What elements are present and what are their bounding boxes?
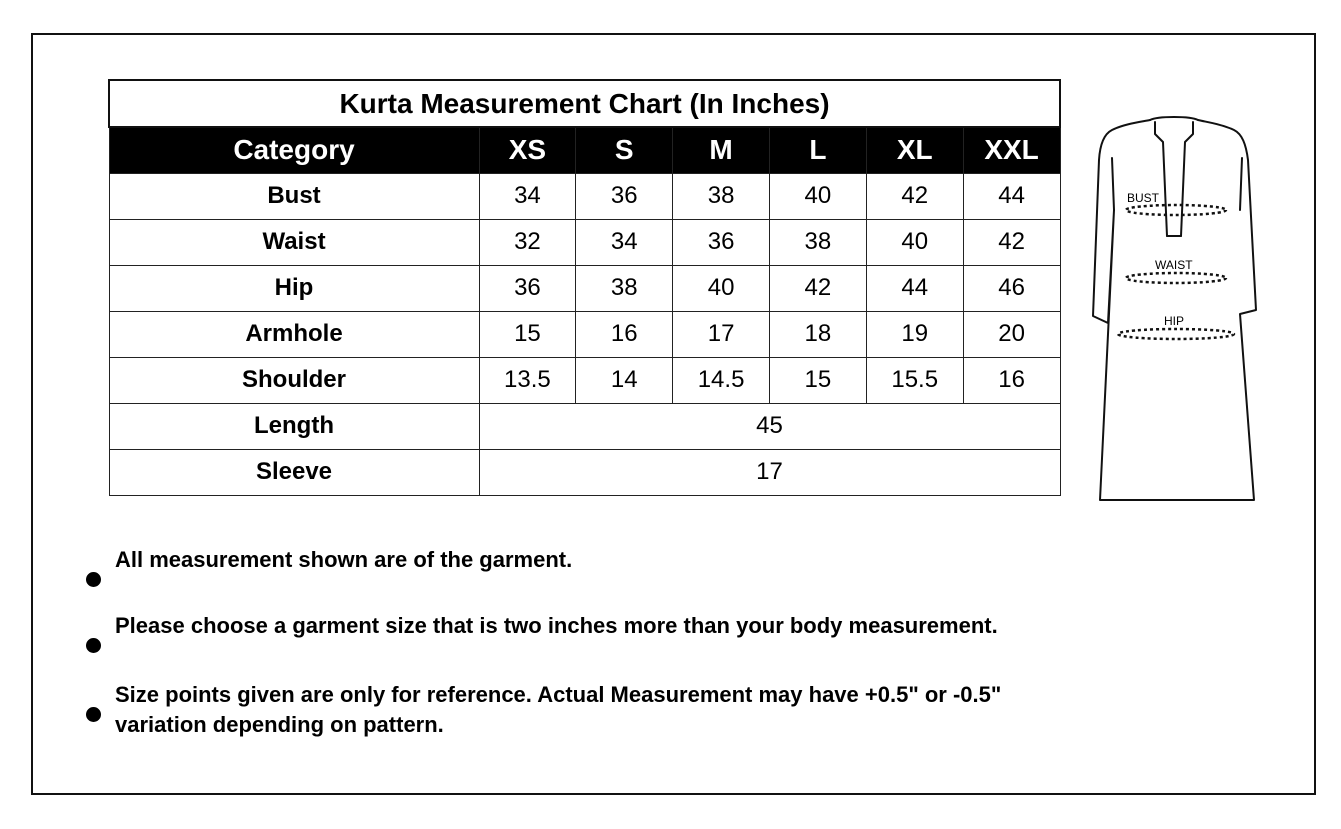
column-header: M [673, 127, 770, 173]
hip-label: HIP [1164, 314, 1185, 328]
column-header: XS [479, 127, 576, 173]
bullet-icon [86, 638, 101, 653]
column-header: Category [109, 127, 479, 173]
table-cell: 36 [576, 173, 673, 219]
table-cell: 34 [479, 173, 576, 219]
table-cell: 40 [673, 265, 770, 311]
table-cell: 38 [673, 173, 770, 219]
row-label: Hip [109, 265, 479, 311]
placket-right [1181, 122, 1193, 236]
sleeve-seam-right [1240, 158, 1242, 210]
bullet-icon [86, 572, 101, 587]
column-header: XXL [963, 127, 1060, 173]
table-cell: 44 [866, 265, 963, 311]
table-row [109, 219, 1060, 265]
table-cell: 46 [963, 265, 1060, 311]
table-cell: 16 [576, 311, 673, 357]
row-label: Waist [109, 219, 479, 265]
neckline [1150, 117, 1198, 120]
waist-line [1126, 273, 1226, 283]
column-header: XL [866, 127, 963, 173]
table-cell: 40 [769, 173, 866, 219]
table-cell: 38 [576, 265, 673, 311]
table-row [109, 357, 1060, 403]
table-cell: 15 [479, 311, 576, 357]
table-row [109, 265, 1060, 311]
table-cell: 44 [963, 173, 1060, 219]
chart-title: Kurta Measurement Chart (In Inches) [109, 80, 1060, 127]
merged-cell: 45 [479, 403, 1060, 449]
table-cell: 14.5 [673, 357, 770, 403]
column-header: S [576, 127, 673, 173]
table-cell: 32 [479, 219, 576, 265]
table-cell: 13.5 [479, 357, 576, 403]
table-cell: 18 [769, 311, 866, 357]
table-cell: 34 [576, 219, 673, 265]
row-label: Length [109, 403, 479, 449]
table-row [109, 449, 1060, 495]
placket-left [1155, 122, 1167, 236]
table-row [109, 311, 1060, 357]
row-label: Shoulder [109, 357, 479, 403]
row-label: Sleeve [109, 449, 479, 495]
header-row [109, 127, 1060, 173]
table-cell: 17 [673, 311, 770, 357]
hip-line [1118, 329, 1234, 339]
kurta-illustration [1088, 98, 1268, 503]
table-cell: 20 [963, 311, 1060, 357]
kurta-outline [1093, 120, 1256, 500]
note-text: Please choose a garment size that is two inches more than your body measurement. [115, 613, 998, 638]
row-label: Bust [109, 173, 479, 219]
table-cell: 19 [866, 311, 963, 357]
table-cell: 42 [866, 173, 963, 219]
bust-line [1126, 205, 1226, 215]
sleeve-seam-left [1112, 158, 1114, 210]
table-cell: 36 [479, 265, 576, 311]
note-text: All measurement shown are of the garment. [115, 547, 573, 572]
title-row [109, 80, 1060, 127]
table-cell: 14 [576, 357, 673, 403]
measurement-table [108, 79, 1061, 496]
waist-label: WAIST [1155, 258, 1193, 272]
note-text: Size points given are only for reference. Actual Measurement may have +0.5" or -0.5" variation depending on pattern. [115, 682, 1002, 737]
table-cell: 36 [673, 219, 770, 265]
table-row [109, 173, 1060, 219]
table-cell: 42 [769, 265, 866, 311]
bust-label: BUST [1127, 191, 1160, 205]
row-label: Armhole [109, 311, 479, 357]
table-cell: 40 [866, 219, 963, 265]
table-cell: 15 [769, 357, 866, 403]
table-cell: 16 [963, 357, 1060, 403]
table-row [109, 403, 1060, 449]
table-cell: 15.5 [866, 357, 963, 403]
table-cell: 38 [769, 219, 866, 265]
table-cell: 42 [963, 219, 1060, 265]
column-header: L [769, 127, 866, 173]
merged-cell: 17 [479, 449, 1060, 495]
bullet-icon [86, 707, 101, 722]
